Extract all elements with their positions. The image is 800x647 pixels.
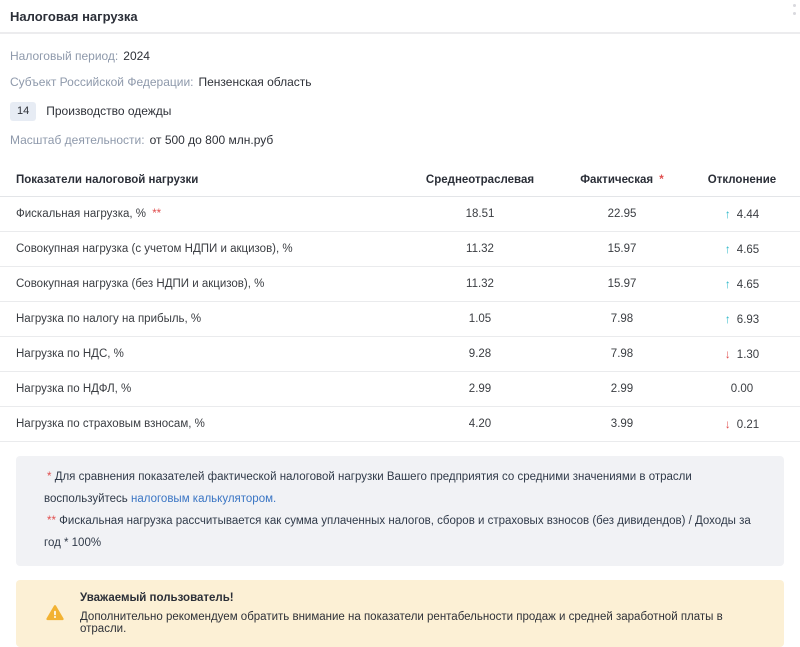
footnote-second [44,511,756,555]
industry-average-value: 9.28 [468,348,492,361]
deviation-value: 0.21 [736,419,760,432]
industry-average-value: 1.05 [468,313,492,326]
deviation-cell [684,347,800,361]
industry-average-value: 11.32 [466,243,494,256]
footnote-marker: ** [152,208,162,221]
industry-average-value: 11.32 [466,278,494,291]
param-industry [10,102,790,121]
region-value: Пензенская область [198,75,312,90]
scale-label: Масштаб деятельности: [10,132,145,147]
table-row [0,197,800,232]
industry-average-value: 2.99 [468,383,492,396]
arrow-up-icon: ↑ [724,242,731,257]
footnote-marker: * [659,174,664,187]
deviation-value: 6.93 [736,314,760,327]
row-label [0,208,400,220]
region-label: Субъект Российской Федерации: [10,75,194,90]
tax-period-label: Налоговый период: [10,49,119,63]
actual-value: 2.99 [610,383,634,396]
param-tax-period [10,49,790,63]
footnotes-panel [16,456,784,565]
row-label: Нагрузка по страховым взносам, % [16,418,205,431]
report-parameters [0,34,800,161]
footnote-first [44,467,756,511]
row-label: Совокупная нагрузка (без НДПИ и акцизов), % [16,278,265,291]
col-header-actual [560,174,684,186]
col-header-deviation: Отклонение [707,174,777,187]
table-row [0,267,800,302]
deviation-cell [684,417,800,431]
tax-period-value: 2024 [123,49,150,63]
table-row [0,337,800,372]
arrow-up-icon: ↑ [724,207,731,222]
warning-title: Уважаемый пользователь! [80,591,234,604]
arrow-down-icon: ↓ [724,347,731,362]
actual-value: 22.95 [607,208,637,221]
param-scale [10,133,790,147]
industry-average-value: 4.20 [468,418,492,431]
deviation-value: 4.44 [736,209,760,222]
warning-body [80,592,768,635]
actual-value: 3.99 [610,418,634,431]
arrow-up-icon: ↑ [724,277,731,292]
col-header-industry-average: Среднеотраслевая [425,174,535,187]
industry-code-badge: 14 [10,102,36,121]
arrow-down-icon: ↓ [724,417,731,432]
row-label-text: Фискальная нагрузка, % [16,208,146,221]
kebab-menu-icon[interactable] [791,2,798,17]
param-region [10,75,790,89]
deviation-value: 1.30 [736,349,760,362]
footnote-marker: ** [47,515,56,528]
table-row [0,232,800,267]
deviation-value: 4.65 [736,244,760,257]
deviation-cell [684,383,800,395]
table-row [0,407,800,442]
deviation-value: 4.65 [736,279,760,292]
warning-panel [16,580,784,647]
deviation-cell [684,207,800,221]
footnote-first-text: Для сравнения показателей фактической налоговой нагрузки Вашего предприятия со средними значениями в отрасли воспользуйтесь [44,471,692,506]
col-header-actual-text: Фактическая [580,174,654,187]
deviation-cell [684,242,800,256]
page-header [0,0,800,34]
row-label: Совокупная нагрузка (с учетом НДПИ и акцизов), % [16,243,293,256]
industry-average-value: 18.51 [465,208,495,221]
table-header-row [0,165,800,197]
row-label: Нагрузка по НДФЛ, % [16,383,132,396]
deviation-cell [684,312,800,326]
table-row [0,302,800,337]
footnote-marker: * [47,471,52,484]
tax-burden-table [0,165,800,442]
row-label: Нагрузка по НДС, % [16,348,124,361]
warning-triangle-icon [46,604,64,622]
industry-name: Производство одежды [46,104,172,119]
deviation-cell [684,277,800,291]
row-label: Нагрузка по налогу на прибыль, % [16,313,202,326]
warning-text: Дополнительно рекомендуем обратить внимание на показатели рентабельности продаж и средней заработной платы в отрасли. [80,610,723,635]
actual-value: 15.97 [607,243,637,256]
arrow-up-icon: ↑ [724,312,731,327]
actual-value: 7.98 [610,313,634,326]
actual-value: 7.98 [610,348,634,361]
scale-value: от 500 до 800 млн.руб [149,132,274,147]
actual-value: 15.97 [607,278,637,291]
table-row [0,372,800,407]
tax-calculator-link[interactable]: налоговым калькулятором. [131,493,277,506]
page-title: Налоговая нагрузка [10,9,138,24]
col-header-indicator: Показатели налоговой нагрузки [16,174,199,187]
deviation-value: 0.00 [730,383,754,396]
footnote-second-text: Фискальная нагрузка рассчитывается как сумма уплаченных налогов, сборов и страховых взносов (без дивидендов) / Доходы за год * 100% [44,515,751,549]
